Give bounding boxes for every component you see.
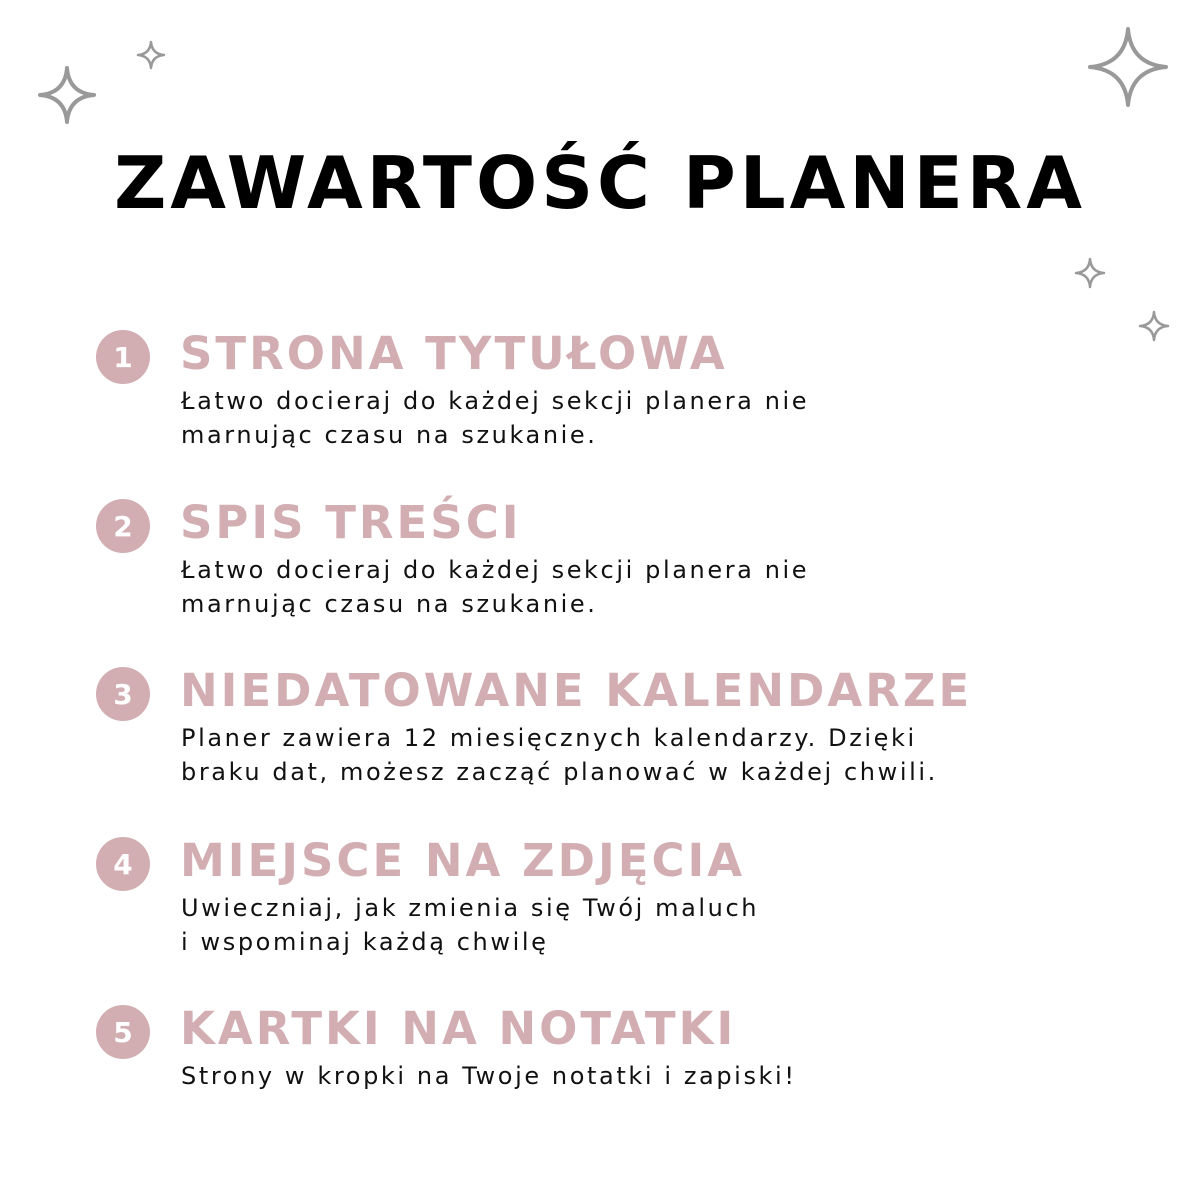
sparkle-icon — [1087, 26, 1169, 108]
section-title-page — [0, 328, 1200, 468]
number-badge: 5 — [96, 1005, 150, 1059]
sparkle-icon — [38, 66, 96, 124]
description-line: Planer zawiera 12 miesięcznych kalendarzy. Dzięki — [181, 724, 917, 752]
section-description — [181, 891, 759, 959]
description-line: Uwieczniaj, jak zmienia się Twój maluch — [181, 894, 760, 922]
section-description — [181, 721, 938, 789]
section-description — [181, 553, 809, 621]
number-badge: 1 — [96, 330, 150, 384]
description-line: marnując czasu na szukanie. — [181, 590, 598, 618]
section-heading: KARTKI NA NOTATKI — [180, 1002, 737, 1055]
section-heading: STRONA TYTUŁOWA — [180, 327, 728, 380]
description-line: marnując czasu na szukanie. — [181, 421, 598, 449]
section-description — [181, 384, 809, 452]
section-heading: SPIS TREŚCI — [180, 496, 522, 549]
section-photo-space — [0, 835, 1200, 975]
page-title: ZAWARTOŚĆ PLANERA — [114, 141, 1086, 225]
section-description — [181, 1059, 797, 1093]
number-badge: 2 — [96, 499, 150, 553]
section-table-of-contents — [0, 497, 1200, 637]
description-line: Strony w kropki na Twoje notatki i zapiski! — [181, 1062, 797, 1090]
section-heading: MIEJSCE NA ZDJĘCIA — [180, 834, 746, 887]
description-line: braku dat, możesz zacząć planować w każdej chwili. — [181, 758, 938, 786]
description-line: i wspominaj każdą chwilę — [181, 928, 549, 956]
sparkle-icon — [1074, 257, 1106, 289]
sparkle-icon — [136, 40, 166, 70]
number-badge: 4 — [96, 837, 150, 891]
description-line: Łatwo docieraj do każdej sekcji planera nie — [181, 556, 810, 584]
number-badge: 3 — [96, 667, 150, 721]
section-undated-calendars — [0, 665, 1200, 805]
section-note-pages — [0, 1003, 1200, 1143]
description-line: Łatwo docieraj do każdej sekcji planera nie — [181, 387, 810, 415]
section-heading: NIEDATOWANE KALENDARZE — [180, 664, 973, 717]
